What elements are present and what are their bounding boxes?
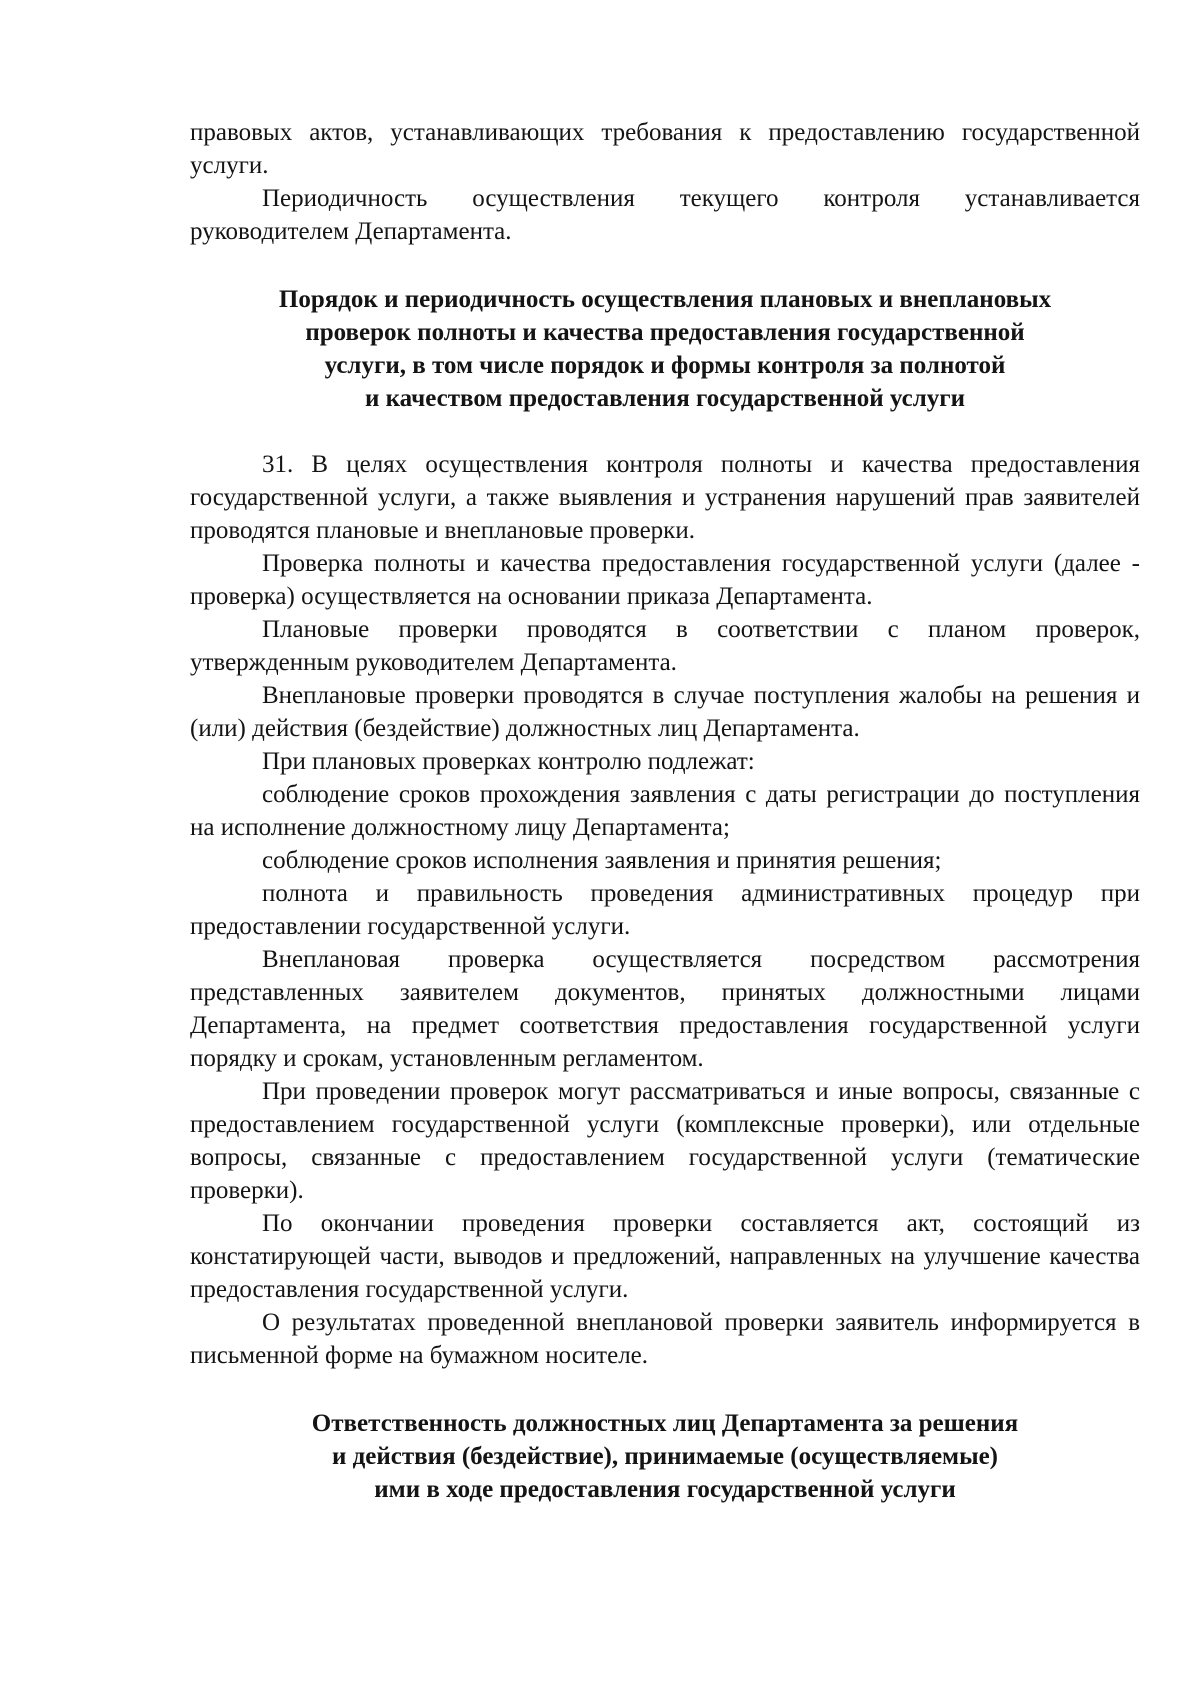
body-paragraph: Плановые проверки проводятся в соответствии с планом проверок, утвержденным руководителем Департамента. [190,616,1140,676]
paragraph-31: 31. В целях осуществления контроля полноты и качества предоставления государственной услуги, а также выявления и устранения нарушений прав заявителей проводятся плановые и внеплановые проверки. [190,451,1140,544]
intro-paragraph-continuation: правовых актов, устанавливающих требования к предоставлению государственной услуги. [190,119,1140,179]
body-paragraph: При проведении проверок могут рассматриваться и иные вопросы, связанные с предоставлением государственной услуги (комплексные проверки), или отдельные вопросы, связанные с предоставлением государственной услуги (тематические проверки). [190,1078,1140,1204]
document-body [190,116,1140,1506]
body-paragraph: Внеплановая проверка осуществляется посредством рассмотрения представленных заявителем документов, принятых должностными лицами Департамента, на предмет соответствия предоставления государственной услуги порядку и срокам, установленным регламентом. [190,946,1140,1072]
body-paragraph: полнота и правильность проведения административных процедур при предоставлении государственной услуги. [190,880,1140,940]
body-paragraph: соблюдение сроков исполнения заявления и принятия решения; [262,847,942,874]
body-paragraph: Проверка полноты и качества предоставления государственной услуги (далее - проверка) осуществляется на основании приказа Департамента. [190,550,1140,610]
heading-line: услуги, в том числе порядок и формы контроля за полнотой [324,352,1006,379]
body-paragraph: соблюдение сроков прохождения заявления с даты регистрации до поступления на исполнение должностному лицу Департамента; [190,781,1140,841]
section-heading-inspections [190,283,1140,415]
intro-paragraph-periodicity: Периодичность осуществления текущего контроля устанавливается руководителем Департамента. [190,185,1140,245]
body-paragraph: Внеплановые проверки проводятся в случае поступления жалобы на решения и (или) действия (бездействие) должностных лиц Департамента. [190,682,1140,742]
heading-line: и качеством предоставления государственной услуги [365,385,965,412]
section-heading-responsibility [190,1407,1140,1506]
heading-line: ими в ходе предоставления государственной услуги [374,1476,956,1503]
body-paragraph: О результатах проведенной внеплановой проверки заявитель информируется в письменной форме на бумажном носителе. [190,1309,1140,1369]
heading-line: и действия (бездействие), принимаемые (осуществляемые) [331,1443,999,1470]
body-paragraph: По окончании проведения проверки составляется акт, состоящий из констатирующей части, выводов и предложений, направленных на улучшение качества предоставления государственной услуги. [190,1210,1140,1303]
heading-line: Порядок и периодичность осуществления плановых и внеплановых [278,286,1052,313]
heading-line: Ответственность должностных лиц Департамента за решения [311,1410,1019,1437]
heading-line: проверок полноты и качества предоставления государственной [305,319,1025,346]
body-paragraph: При плановых проверках контролю подлежат: [262,748,755,775]
